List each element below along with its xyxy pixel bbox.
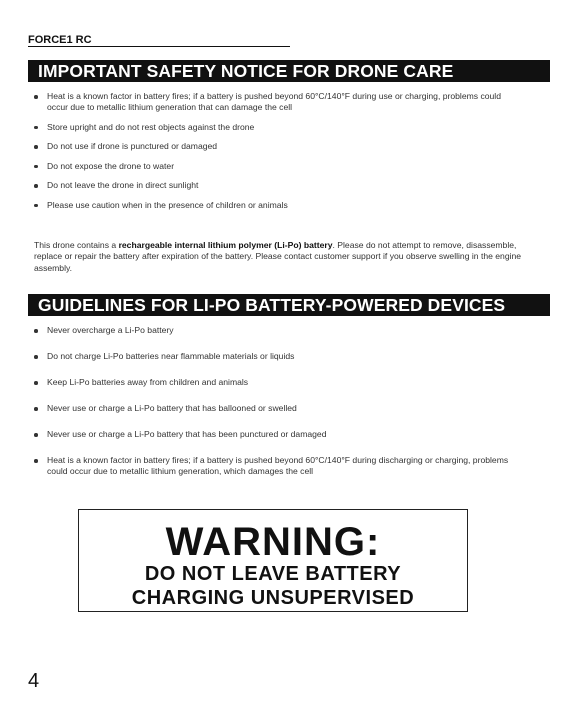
list-item: Do not charge Li-Po batteries near flammable materials or liquids [34,351,524,362]
page-number: 4 [28,670,40,692]
lipo-guidelines-list [34,325,524,492]
warning-line-2: CHARGING UNSUPERVISED [131,587,415,609]
lipo-guidelines-banner: GUIDELINES FOR LI-PO BATTERY-POWERED DEVICES [28,294,550,316]
battery-paragraph [34,240,524,275]
list-item: Never overcharge a Li-Po battery [34,325,524,336]
list-item: Heat is a known factor in battery fires; if a battery is pushed beyond 60°C/140°F during use or charging, problems could occur due to metallic lithium generation that can damage the cell [34,91,524,113]
list-item: Do not leave the drone in direct sunlight [34,180,524,191]
paragraph-bold-text: rechargeable internal lithium polymer (Li-Po) battery [118,239,333,250]
safety-notice-banner: IMPORTANT SAFETY NOTICE FOR DRONE CARE [28,60,550,82]
list-item: Do not use if drone is punctured or damaged [34,141,524,152]
list-item: Please use caution when in the presence of children or animals [34,200,524,211]
warning-title: WARNING: [165,520,381,564]
safety-notice-list [34,91,524,219]
list-item: Keep Li-Po batteries away from children and animals [34,377,524,388]
paragraph-text: . Please do not attempt to remove, disassemble, replace or repair the battery after expiration of the battery. Please contact customer support if you observe swelling in the engine assembly. [34,239,522,273]
list-item: Heat is a known factor in battery fires; if a battery is pushed beyond 60°C/140°F during discharging or charging, problems could occur due to metallic lithium generation, which damages the cell [34,455,524,477]
list-item: Do not expose the drone to water [34,161,524,172]
warning-line-1: DO NOT LEAVE BATTERY [144,563,402,585]
paragraph-text: This drone contains a [34,239,119,250]
list-item: Never use or charge a Li-Po battery that has been punctured or damaged [34,429,524,440]
list-item: Never use or charge a Li-Po battery that has ballooned or swelled [34,403,524,414]
warning-box [78,509,468,612]
brand-underline [28,46,290,47]
list-item: Store upright and do not rest objects against the drone [34,122,524,133]
brand-header: FORCE1 RC [28,34,92,46]
